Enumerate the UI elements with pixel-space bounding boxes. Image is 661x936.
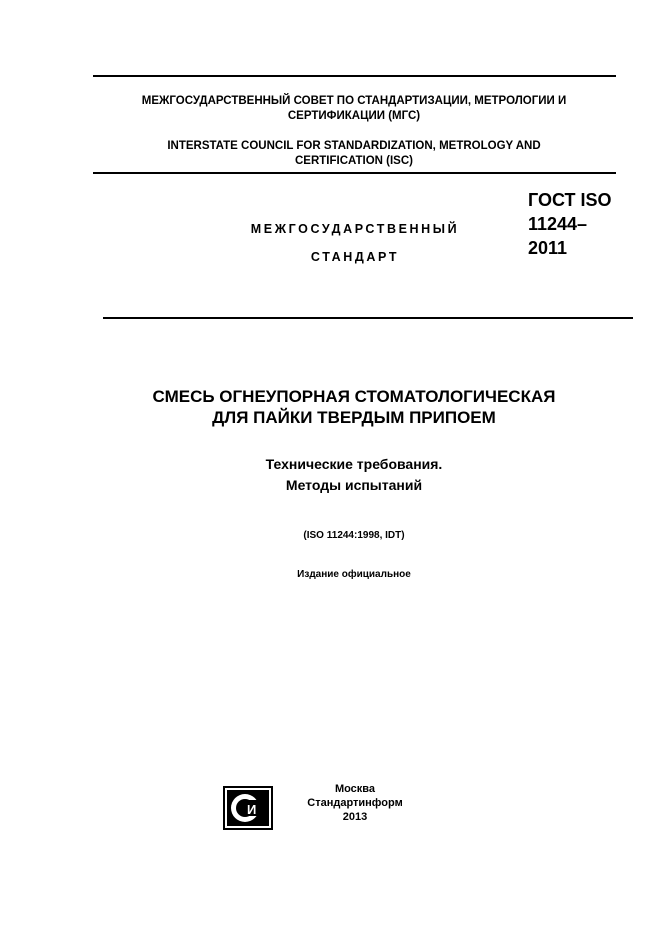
publisher-block xyxy=(295,782,415,824)
subtitle-line1: Технические требования. xyxy=(265,456,443,472)
edition-label: Издание официальное xyxy=(297,569,411,580)
gost-code xyxy=(528,188,648,260)
title-line2: ДЛЯ ПАЙКИ ТВЕРДЫМ ПРИПОЕМ xyxy=(212,408,496,427)
section-rule xyxy=(103,317,633,319)
council-ru-line2: СЕРТИФИКАЦИИ (МГС) xyxy=(287,110,421,122)
subtitle-line2: Методы испытаний xyxy=(285,477,423,493)
svg-text:И: И xyxy=(247,802,257,817)
header-bottom-rule xyxy=(93,172,616,174)
title-line1: СМЕСЬ ОГНЕУПОРНАЯ СТОМАТОЛОГИЧЕСКАЯ xyxy=(152,387,556,406)
gost-code-line3: 2011 xyxy=(528,238,568,258)
publisher-name: Стандартинформ xyxy=(307,797,403,809)
gost-code-line1: ГОСТ ISO xyxy=(528,190,612,210)
document-subtitle xyxy=(150,454,558,496)
standartinform-logo-icon xyxy=(223,786,273,830)
council-en-line2: CERTIFICATION (ISC) xyxy=(295,155,413,167)
document-title xyxy=(80,386,628,428)
standard-label-line1: МЕЖГОСУДАРСТВЕННЫЙ xyxy=(250,222,460,236)
council-name-ru xyxy=(100,94,608,124)
council-en-line1: INTERSTATE COUNCIL FOR STANDARDIZATION, METROLOGY AND xyxy=(167,140,541,152)
council-ru-line1: МЕЖГОСУДАРСТВЕННЫЙ СОВЕТ ПО СТАНДАРТИЗАЦИИ, МЕТРОЛОГИИ И xyxy=(141,95,567,107)
council-name-en xyxy=(100,139,608,169)
iso-reference: (ISO 11244:1998, IDT) xyxy=(303,530,405,541)
gost-code-line2: 11244– xyxy=(528,214,588,234)
publisher-year: 2013 xyxy=(342,811,368,823)
publisher-city: Москва xyxy=(334,783,376,795)
top-rule xyxy=(93,75,616,77)
standard-label-line2: СТАНДАРТ xyxy=(310,250,400,264)
